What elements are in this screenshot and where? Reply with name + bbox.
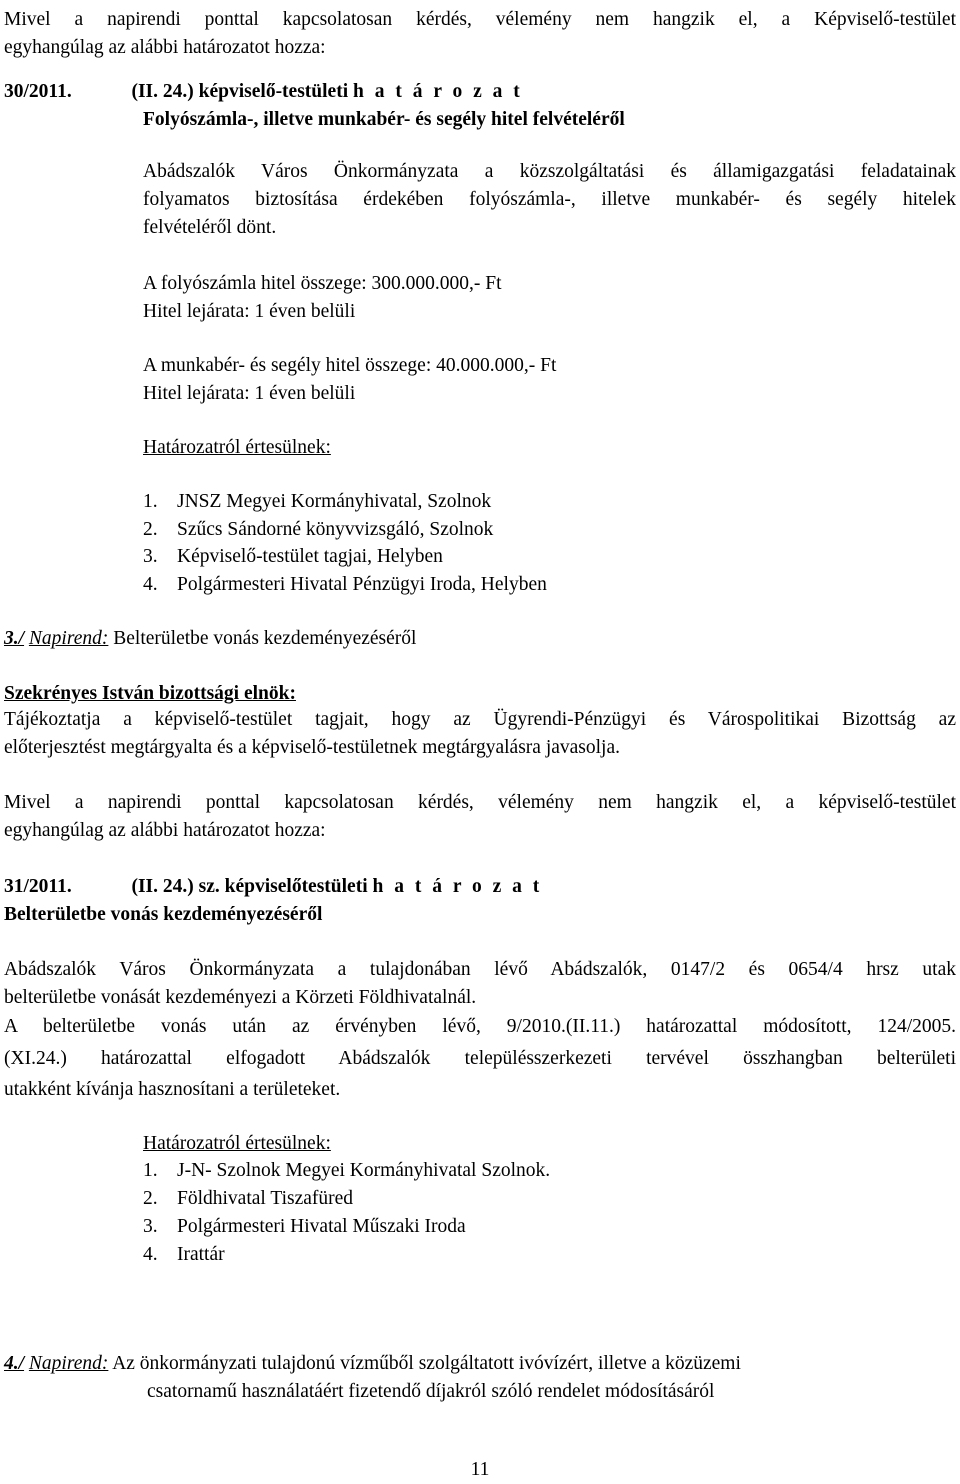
list-text: Képviselő-testület tagjai, Helyben: [177, 546, 443, 567]
list-number: 2.: [143, 1188, 158, 1209]
resolution-date: (II. 24.) sz.: [131, 876, 220, 897]
agenda-label: Napirend:: [28, 1353, 109, 1374]
resolution-text-line: Abádszalók Város Önkormányzata a tulajdonában lévő Abádszalók, 0147/2 és 0654/4 hrsz utak: [4, 959, 956, 980]
resolution-text-line: A belterületbe vonás után az érvényben lévő, 9/2010.(II.11.) határozattal módosított, 124/2005.: [4, 1016, 956, 1037]
resolution-text-line: folyamatos biztosítása érdekében folyószámla-, illetve munkabér- és segély hitelek: [143, 189, 956, 210]
credit-amount: A folyószámla hitel összege: 300.000.000,- Ft: [143, 273, 502, 294]
agenda-number: 3./: [4, 628, 25, 649]
resolution-number: 30/2011.: [4, 81, 72, 102]
resolution-text-line: felvételéről dönt.: [143, 217, 277, 238]
list-number: 1.: [143, 1160, 158, 1181]
credit-amount: A munkabér- és segély hitel összege: 40.000.000,- Ft: [143, 355, 557, 376]
agenda-label: Napirend:: [28, 628, 109, 649]
page-number: 11: [470, 1459, 490, 1480]
list-item: [143, 543, 443, 571]
speaker-text-line: Tájékoztatja a képviselő-testület tagjait, hogy az Ügyrendi-Pénzügyi és Várospolitikai Bizottság az: [4, 709, 956, 730]
resolution-body: képviselőtestületi: [224, 876, 368, 897]
list-number: 1.: [143, 491, 158, 512]
list-text: Földhivatal Tiszafüred: [177, 1188, 354, 1209]
list-item: [143, 1185, 353, 1213]
resolution-text-line: belterületbe vonását kezdeményezi a Körzeti Földhivatalnál.: [4, 987, 477, 1008]
list-item: [143, 516, 493, 544]
list-number: 4.: [143, 574, 158, 595]
list-number: 3.: [143, 546, 158, 567]
agenda-title: Az önkormányzati tulajdonú vízműből szolgáltatott ivóvízért, illetve a közüzemi: [112, 1353, 741, 1374]
speaker-name: Szekrényes István bizottsági elnök:: [4, 683, 296, 704]
list-number: 3.: [143, 1216, 158, 1237]
resolution-date: (II. 24.): [131, 81, 194, 102]
list-number: 2.: [143, 519, 158, 540]
notify-label: Határozatról értesülnek:: [143, 1133, 331, 1154]
resolution-text-line: (XI.24.) határozattal elfogadott Abádszalók településszerkezeti tervével összhangban belterületi: [4, 1048, 956, 1069]
resolution-number: 31/2011.: [4, 876, 72, 897]
agenda-number: 4./: [4, 1353, 25, 1374]
resolution-text-line: Abádszalók Város Önkormányzata a közszolgáltatási és államigazgatási feladatainak: [143, 161, 956, 182]
intro-line: egyhangúlag az alábbi határozatot hozza:: [4, 37, 326, 58]
resolution-title: Folyószámla-, illetve munkabér- és segély hitel felvételéről: [143, 109, 625, 130]
list-item: [143, 1157, 550, 1185]
agenda-4-heading: [4, 1350, 741, 1378]
list-text: Polgármesteri Hivatal Pénzügyi Iroda, Helyben: [177, 574, 547, 595]
list-text: JNSZ Megyei Kormányhivatal, Szolnok: [177, 491, 492, 512]
resolution-text-line: utakként kívánja hasznosítani a területeket.: [4, 1079, 341, 1100]
list-text: Polgármesteri Hivatal Műszaki Iroda: [177, 1216, 466, 1237]
intro-line: Mivel a napirendi ponttal kapcsolatosan kérdés, vélemény nem hangzik el, a Képviselő-testület: [4, 9, 956, 30]
list-item: [143, 1241, 225, 1269]
intro-line: Mivel a napirendi ponttal kapcsolatosan kérdés, vélemény nem hangzik el, a képviselő-testület: [4, 792, 956, 813]
resolution-word: h a t á r o z a t: [353, 81, 523, 102]
list-text: J-N- Szolnok Megyei Kormányhivatal Szolnok.: [177, 1160, 551, 1181]
agenda-3-heading: [4, 625, 416, 653]
resolution-31-header: [4, 873, 542, 901]
resolution-title: Belterületbe vonás kezdeményezéséről: [4, 904, 323, 925]
list-number: 4.: [143, 1244, 158, 1265]
credit-term: Hitel lejárata: 1 éven belüli: [143, 383, 356, 404]
resolution-body: képviselő-testületi: [198, 81, 349, 102]
list-item: [143, 571, 547, 599]
notify-label: Határozatról értesülnek:: [143, 437, 331, 458]
speaker-text-line: előterjesztést megtárgyalta és a képviselő-testületnek megtárgyalásra javasolja.: [4, 737, 621, 758]
agenda-title: Belterületbe vonás kezdeményezéséről: [113, 628, 417, 649]
list-item: [143, 1213, 466, 1241]
resolution-word: h a t á r o z a t: [372, 876, 543, 897]
list-item: [143, 488, 491, 516]
credit-term: Hitel lejárata: 1 éven belüli: [143, 301, 356, 322]
resolution-30-header: [4, 78, 523, 106]
list-text: Szűcs Sándorné könyvvizsgáló, Szolnok: [177, 519, 494, 540]
intro-line: egyhangúlag az alábbi határozatot hozza:: [4, 820, 326, 841]
agenda-title-continuation: csatornamű használatáért fizetendő díjakról szóló rendelet módosításáról: [147, 1381, 715, 1402]
list-text: Irattár: [177, 1244, 225, 1265]
